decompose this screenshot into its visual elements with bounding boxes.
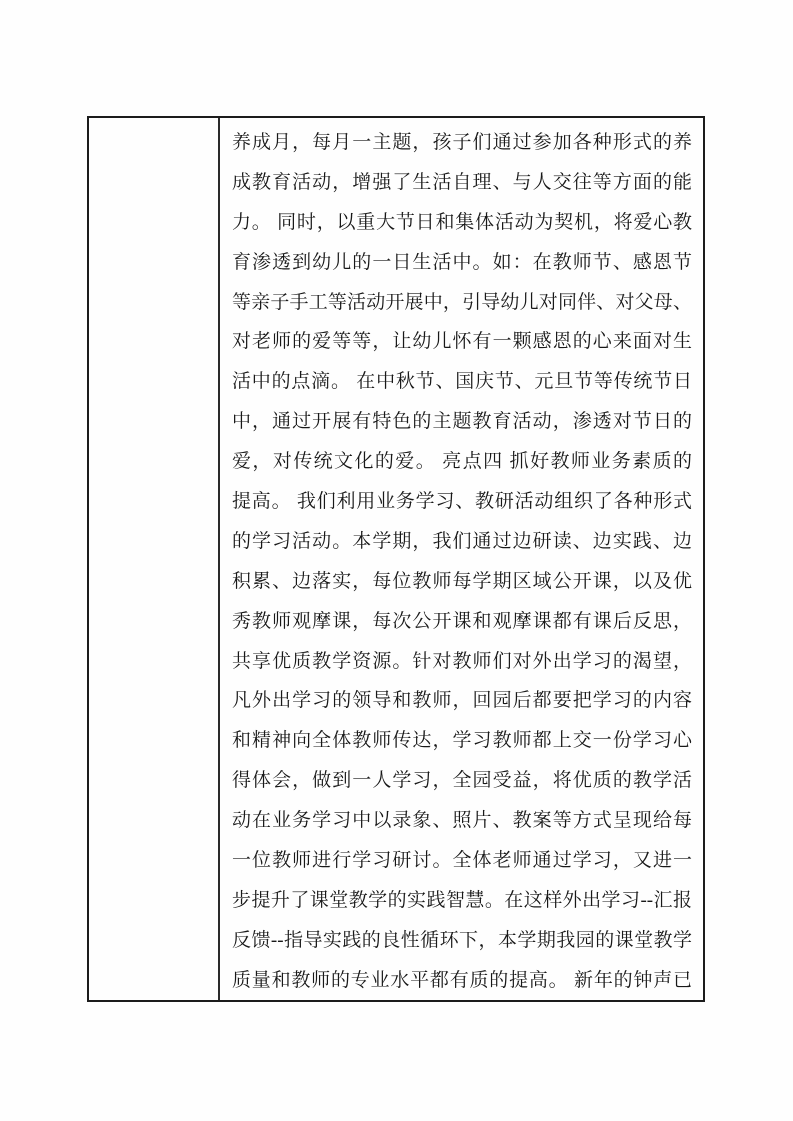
text-line: 凡外出学习的领导和教师，回园后都要把学习的内容 [232, 690, 692, 712]
table-cell-body-text [220, 118, 703, 1000]
text-line: 活中的点滴。 在中秋节、国庆节、元旦节等传统节日 [232, 371, 692, 393]
text-line: 步提升了课堂教学的实践智慧。在这样外出学习--汇报 [232, 889, 692, 911]
text-line: 积累、边落实，每位教师每学期区域公开课，以及优 [232, 570, 692, 592]
text-line: 动在业务学习中以录象、照片、教案等方式呈现给每 [232, 810, 692, 832]
text-line: 力。 同时，以重大节日和集体活动为契机，将爱心教 [232, 211, 692, 233]
text-line: 成教育活动，增强了生活自理、与人交往等方面的能 [232, 171, 692, 193]
table-cell-left-empty [89, 118, 220, 1000]
text-line: 中，通过开展有特色的主题教育活动，渗透对节日的 [232, 411, 692, 433]
text-line: 反馈--指导实践的良性循环下，本学期我园的课堂教学 [232, 929, 692, 951]
text-line: 秀教师观摩课，每次公开课和观摩课都有课后反思， [232, 610, 692, 632]
text-line: 的学习活动。本学期，我们通过边研读、边实践、边 [232, 530, 692, 552]
text-line: 等亲子手工等活动开展中，引导幼儿对同伴、对父母、 [232, 291, 692, 313]
text-line: 育渗透到幼儿的一日生活中。如：在教师节、感恩节 [232, 251, 692, 273]
text-line: 养成月，每月一主题，孩子们通过参加各种形式的养 [232, 132, 692, 153]
text-line: 爱，对传统文化的爱。 亮点四 抓好教师业务素质的 [232, 451, 692, 473]
text-line: 和精神向全体教师传达，学习教师都上交一份学习心 [232, 730, 692, 752]
text-line: 质量和教师的专业水平都有质的提高。 新年的钟声已 [232, 969, 692, 991]
text-line: 一位教师进行学习研讨。全体老师通过学习，又进一 [232, 850, 692, 872]
content-table [87, 116, 705, 1002]
text-line: 共享优质教学资源。针对教师们对外出学习的渴望， [232, 650, 692, 672]
text-line: 得体会，做到一人学习，全园受益，将优质的教学活 [232, 770, 692, 792]
text-line: 对老师的爱等等，让幼儿怀有一颗感恩的心来面对生 [232, 331, 692, 353]
text-line: 提高。 我们利用业务学习、教研活动组织了各种形式 [232, 491, 692, 513]
